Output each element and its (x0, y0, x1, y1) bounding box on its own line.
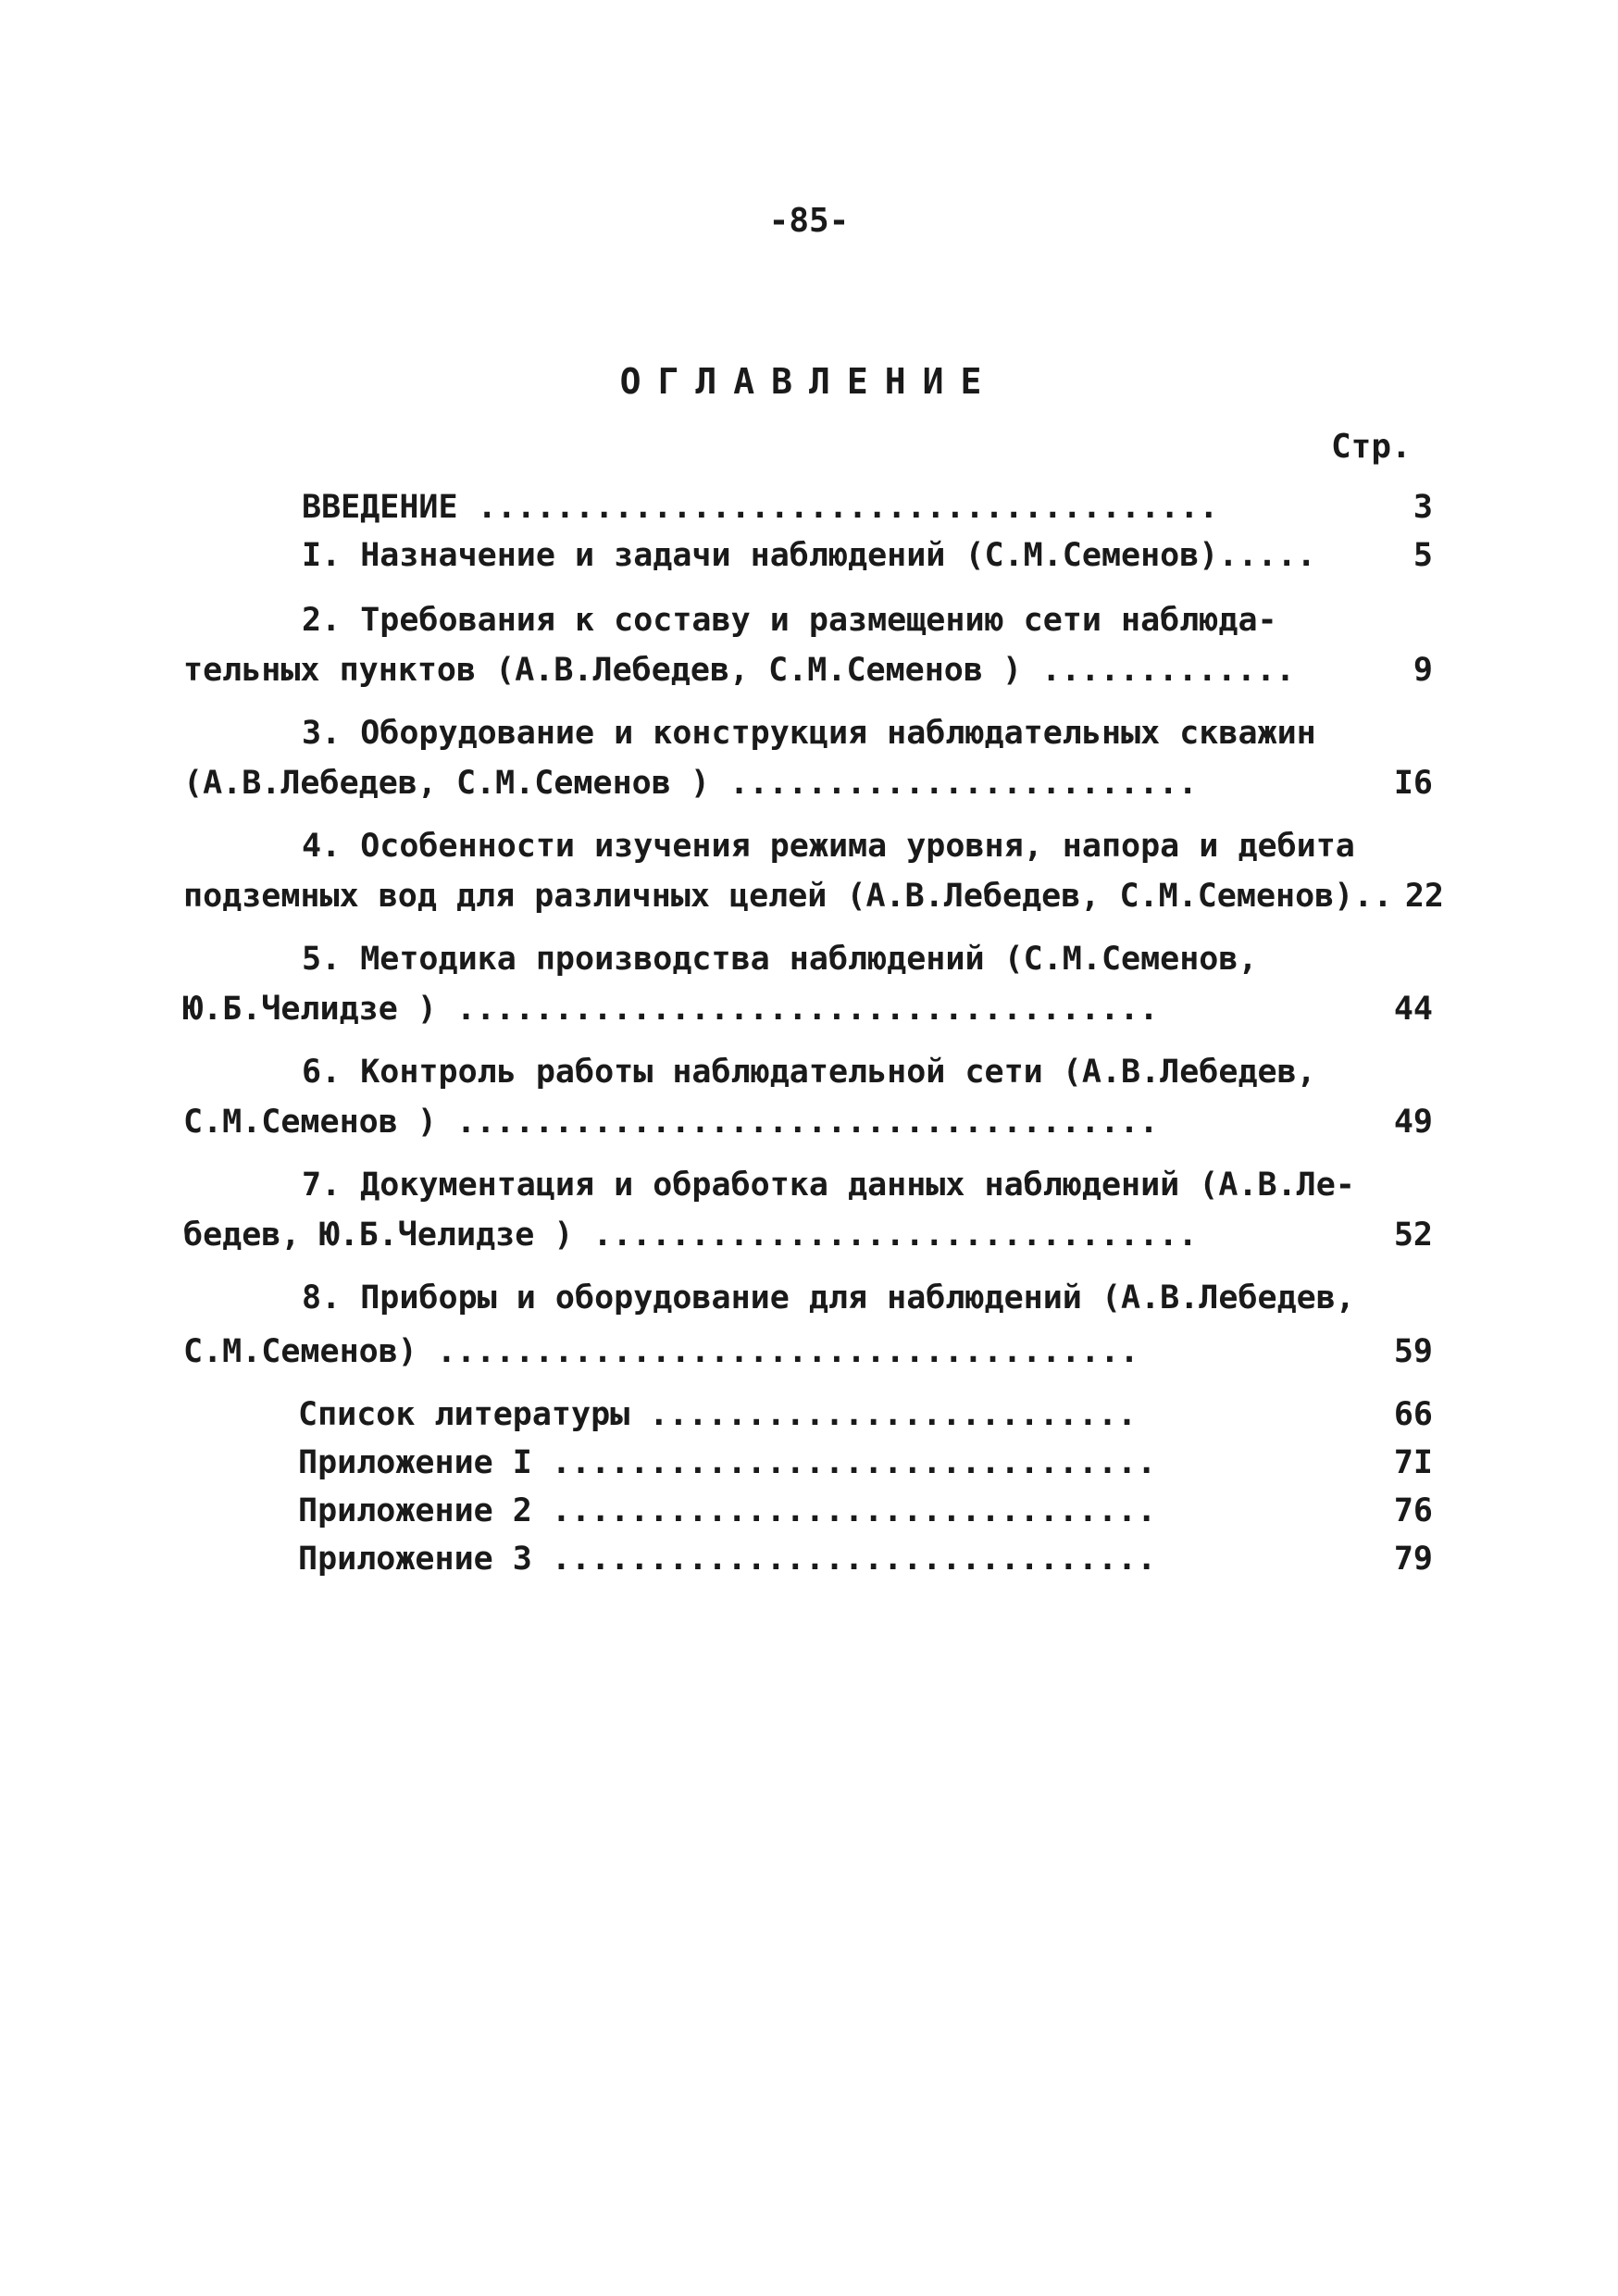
page-title: ОГЛАВЛЕНИЕ (619, 361, 999, 402)
toc-entry-text: С.М.Семенов ) .................................... (183, 1104, 1159, 1141)
toc-entry-text: Список литературы ......................... (298, 1396, 1138, 1433)
toc-entry (0, 1217, 1618, 1263)
toc-entry-text: Ю.Б.Челидзе ) .................................... (183, 991, 1159, 1028)
toc-entry-page: 5 (1413, 537, 1433, 574)
toc-entry-page: 59 (1393, 1333, 1433, 1370)
toc-entry-text: подземных вод для различных целей (А.В.Лебедев, С.М.Семенов).. (183, 878, 1393, 915)
toc-entry (0, 878, 1618, 924)
toc-entry (0, 1396, 1618, 1442)
toc-entry-page: 49 (1393, 1104, 1433, 1141)
toc-entry (0, 1444, 1618, 1491)
toc-entry-page: 7I (1393, 1444, 1433, 1481)
toc-entry-page: 9 (1413, 652, 1433, 689)
toc-entry-page: 79 (1393, 1541, 1433, 1578)
toc-entry-page: I6 (1393, 765, 1433, 802)
toc-entry (0, 1167, 1618, 1213)
toc-entry (0, 765, 1618, 811)
toc-entry (0, 1492, 1618, 1539)
toc-entry (0, 1054, 1618, 1100)
toc-entry-text: 3. Оборудование и конструкция наблюдательных скважин (302, 715, 1316, 752)
toc-entry (0, 1104, 1618, 1150)
toc-entry (0, 715, 1618, 761)
toc-entry (0, 489, 1618, 535)
toc-entry-text: Приложение 3 ............................... (298, 1541, 1157, 1578)
toc-entry-text: Приложение I ............................... (298, 1444, 1157, 1481)
toc-entry (0, 1333, 1618, 1379)
toc-entry (0, 537, 1618, 583)
toc-entry-text: 6. Контроль работы наблюдательной сети (А.В.Лебедев, (302, 1054, 1316, 1091)
toc-entry (0, 1541, 1618, 1587)
toc-entry-text: С.М.Семенов) .................................... (183, 1333, 1139, 1370)
toc-entry-text: тельных пунктов (А.В.Лебедев, С.М.Семенов ) ............. (183, 652, 1296, 689)
toc-entry-text: 7. Документация и обработка данных наблюдений (А.В.Ле- (302, 1167, 1355, 1204)
toc-entry-text: 4. Особенности изучения режима уровня, напора и дебита (302, 828, 1355, 865)
toc-entry-text: I. Назначение и задачи наблюдений (С.М.Семенов)..... (302, 537, 1316, 574)
page-number: -85- (768, 202, 850, 240)
toc-entry-page: 52 (1393, 1217, 1433, 1254)
toc-entry (0, 1279, 1618, 1326)
toc-entry (0, 828, 1618, 874)
toc-entry (0, 991, 1618, 1037)
toc-entry-text: ВВЕДЕНИЕ ...................................... (302, 489, 1219, 526)
toc-entry-text: 5. Методика производства наблюдений (С.М.Семенов, (302, 941, 1258, 978)
toc-entry-text: Приложение 2 ............................... (298, 1492, 1157, 1529)
toc-entry-page: 76 (1393, 1492, 1433, 1529)
toc-entry-page: 66 (1393, 1396, 1433, 1433)
toc-entry (0, 941, 1618, 987)
toc-entry-page: 22 (1404, 878, 1444, 915)
toc-entry-text: (А.В.Лебедев, С.М.Семенов ) ........................ (183, 765, 1198, 802)
toc-entry-page: 44 (1393, 991, 1433, 1028)
toc-entry-text: 8. Приборы и оборудование для наблюдений (А.В.Лебедев, (302, 1279, 1355, 1316)
toc-entry-page: 3 (1413, 489, 1433, 526)
page-column-header: Стр. (1331, 428, 1412, 466)
toc-entry-text: 2. Требования к составу и размещению сети наблюда- (302, 602, 1277, 639)
toc-entry (0, 652, 1618, 698)
toc-entry-text: бедев, Ю.Б.Челидзе ) ............................... (183, 1217, 1198, 1254)
toc-entry (0, 602, 1618, 648)
